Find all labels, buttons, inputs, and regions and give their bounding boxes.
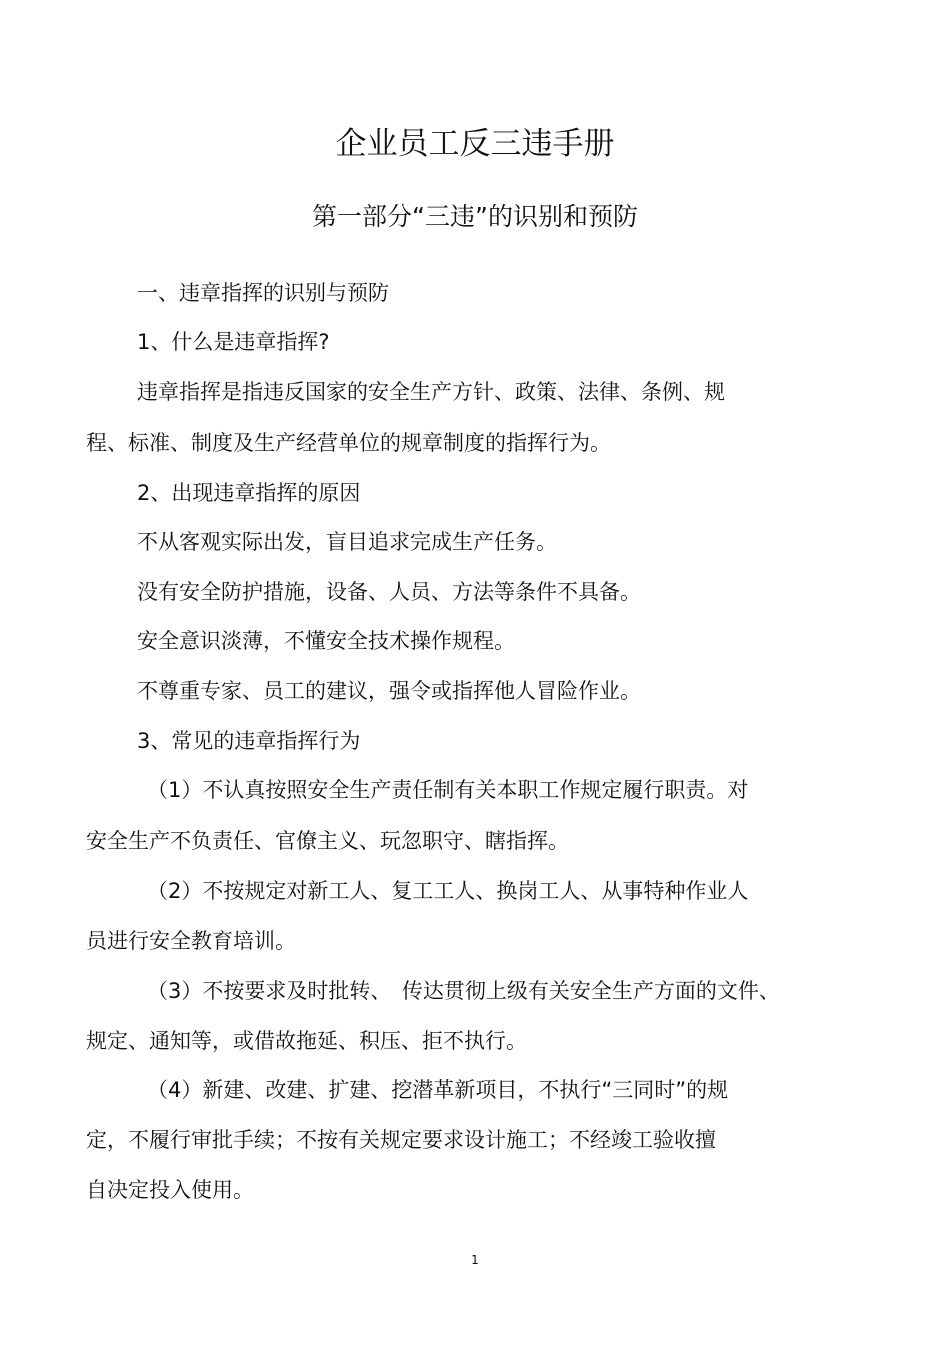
item-heading: 1、什么是违章指挥? [137,330,330,354]
paragraph-line: 自决定投入使用。 [86,1178,254,1202]
paragraph-line: 不尊重专家、员工的建议，强令或指挥他人冒险作业。 [137,679,641,703]
item-heading: 3、常见的违章指挥行为 [137,729,361,753]
paragraph-line: 不从客观实际出发，盲目追求完成生产任务。 [137,530,557,554]
paragraph-line: （4）新建、改建、扩建、挖潜革新项目，不执行“三同时”的规 [147,1078,729,1102]
paragraph-line: 违章指挥是指违反国家的安全生产方针、政策、法律、条例、规 [137,380,725,404]
paragraph-line: 员进行安全教育培训。 [86,929,296,953]
paragraph-line: 规定、通知等，或借故拖延、积压、拒不执行。 [86,1029,527,1053]
section-heading: 第一部分“三违”的识别和预防 [312,202,638,231]
subsection-heading: 一、违章指挥的识别与预防 [137,281,389,305]
paragraph-line: 程、标准、制度及生产经营单位的规章制度的指挥行为。 [86,431,611,455]
paragraph-line: （3）不按要求及时批转、 传达贯彻上级有关安全生产方面的文件、 [147,979,780,1003]
paragraph-line: 没有安全防护措施，设备、人员、方法等条件不具备。 [137,580,641,604]
paragraph-line: 安全意识淡薄，不懂安全技术操作规程。 [137,629,515,653]
page-number: 1 [471,1253,479,1267]
paragraph-line: （2）不按规定对新工人、复工工人、换岗工人、从事特种作业人 [147,879,749,903]
paragraph-line: （1）不认真按照安全生产责任制有关本职工作规定履行职责。对 [147,778,749,802]
paragraph-line: 安全生产不负责任、官僚主义、玩忽职守、瞎指挥。 [86,829,569,853]
document-title: 企业员工反三违手册 [335,126,615,162]
item-heading: 2、出现违章指挥的原因 [137,481,361,505]
paragraph-line: 定，不履行审批手续；不按有关规定要求设计施工；不经竣工验收擅 [86,1128,716,1152]
